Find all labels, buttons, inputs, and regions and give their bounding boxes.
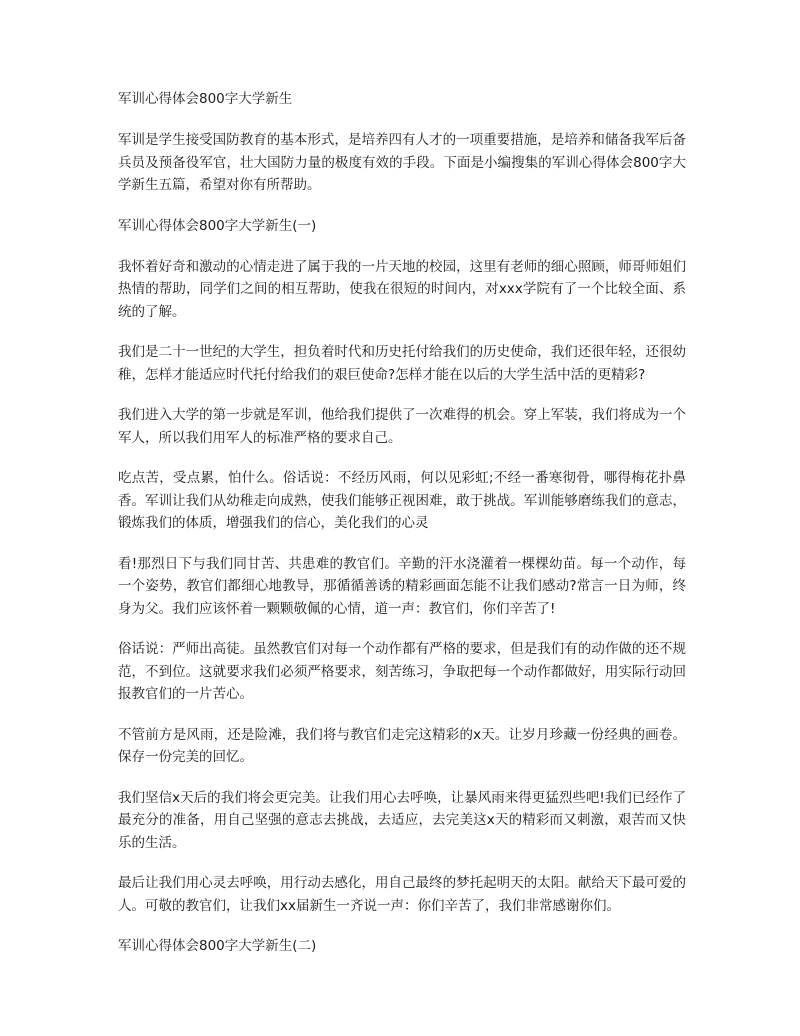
section-2-heading: 军训心得体会800字大学新生(二) [118, 938, 317, 954]
document-body [118, 88, 686, 976]
intro-paragraph: 军训是学生接受国防教育的基本形式，是培养四有人才的一项重要措施，是培养和储备我军后备兵员及预备役军官，壮大国防力量的极度有效的手段。下面是小编搜集的军训心得体会800字大学新生五篇，希望对你有所帮助。 [118, 132, 686, 193]
document-title: 军训心得体会800字大学新生 [118, 91, 293, 107]
section-1-paragraph: 最后让我们用心灵去呼唤，用行动去感化，用自己最终的梦托起明天的太阳。献给天下最可爱的人。可敬的教官们，让我们xx届新生一齐说一声：你们辛苦了，我们非常感谢你们。 [118, 875, 686, 914]
section-1-paragraph: 不管前方是风雨，还是险滩，我们将与教官们走完这精彩的x天。让岁月珍藏一份经典的画卷。保存一份完美的回忆。 [118, 726, 686, 765]
section-1-paragraph: 俗话说：严师出高徒。虽然教官们对每一个动作都有严格的要求，但是我们有的动作做的还不规范，不到位。这就要求我们必须严格要求，刻苦练习，争取把每一个动作都做好，用实际行动回报教官们的一片苦心。 [118, 641, 686, 702]
section-1-paragraph: 我们是二十一世纪的大学生，担负着时代和历史托付给我们的历史使命，我们还很年轻，还很幼稚，怎样才能适应时代托付给我们的艰巨使命?怎样才能在以后的大学生活中活的更精彩? [118, 344, 686, 383]
section-1-paragraph: 吃点苦，受点累，怕什么。俗话说：不经历风雨，何以见彩虹;不经一番寒彻骨，哪得梅花扑鼻香。军训让我们从幼稚走向成熟，使我们能够正视困难，敢于挑战。军训能够磨练我们的意志，锻炼我们的体质，增强我们的信心，美化我们的心灵 [118, 470, 686, 531]
section-1-paragraph: 看!那烈日下与我们同甘苦、共患难的教官们。辛勤的汗水浇灌着一棵棵幼苗。每一个动作，每一个姿势，教官们都细心地教导，那循循善诱的精彩画面怎能不让我们感动?常言一日为师，终身为父。我们应该怀着一颗颗敬佩的心情，道一声：教官们，你们辛苦了! [118, 555, 686, 617]
section-1-paragraph: 我们坚信x天后的我们将会更完美。让我们用心去呼唤，让暴风雨来得更猛烈些吧!我们已经作了最充分的准备，用自己坚强的意志去挑战，去适应，去完美这x天的精彩而又刺激，艰苦而又快乐的生活。 [118, 789, 686, 851]
section-1-paragraph: 我们进入大学的第一步就是军训，他给我们提供了一次难得的机会。穿上军装，我们将成为一个军人，所以我们用军人的标准严格的要求自己。 [118, 407, 686, 446]
section-1-heading: 军训心得体会800字大学新生(一) [118, 217, 317, 234]
section-1-paragraph: 我怀着好奇和激动的心情走进了属于我的一片天地的校园，这里有老师的细心照顾，师哥师姐们热情的帮助，同学们之间的相互帮助，使我在很短的时间内，对xxx学院有了一个比较全面、系统的了解。 [118, 258, 686, 320]
